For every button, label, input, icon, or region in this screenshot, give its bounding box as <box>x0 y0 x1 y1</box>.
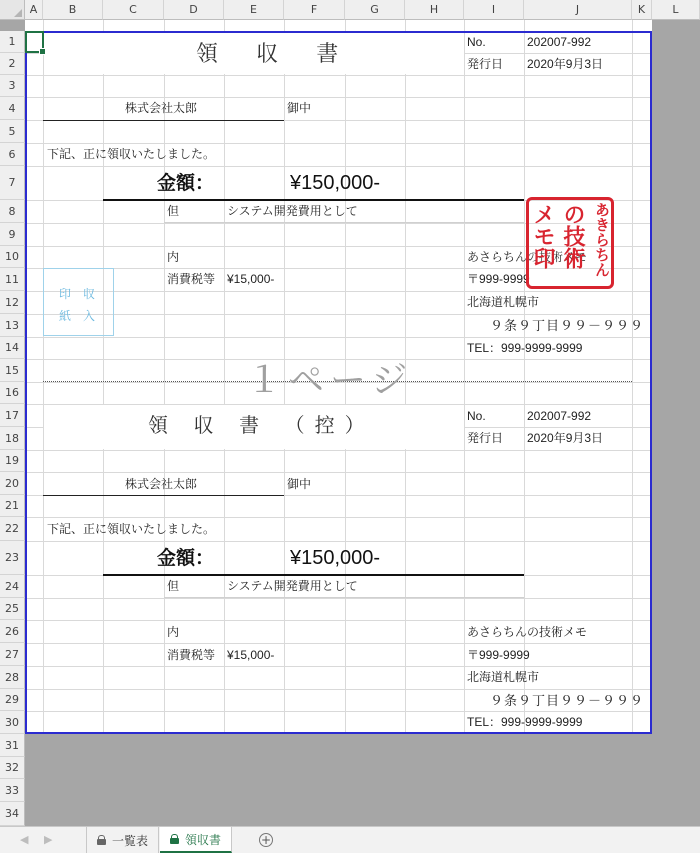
issuer-street: ９条９丁目９９－９９９ <box>490 318 645 333</box>
receipt-issue-label: 発行日 <box>467 57 504 71</box>
column-header-j[interactable]: J <box>524 0 632 20</box>
row-header-30[interactable]: 30 <box>0 711 25 734</box>
column-header-b[interactable]: B <box>43 0 103 20</box>
tax-value: ¥15,000- <box>227 272 275 286</box>
revenue-stamp-box <box>43 268 114 336</box>
copy-no-value: 202007-992 <box>527 409 592 423</box>
receipt-statement: 下記、正に領収いたしました。 <box>47 147 216 161</box>
row-header-23[interactable]: 23 <box>0 541 25 575</box>
row-header-14[interactable]: 14 <box>0 337 25 359</box>
copy-amount-value: ¥150,000- <box>290 547 381 569</box>
issuer-tel: TEL：999-9999-9999 <box>467 341 583 355</box>
row-header-13[interactable]: 13 <box>0 314 25 337</box>
row-header-8[interactable]: 8 <box>0 200 25 223</box>
active-cell-a1[interactable] <box>25 31 44 53</box>
column-header-d[interactable]: D <box>164 0 224 20</box>
column-header-a[interactable]: A <box>25 0 43 20</box>
sheet-tab-receipt[interactable] <box>160 827 232 853</box>
seal-col2: の技術 <box>560 203 585 269</box>
row-header-16[interactable]: 16 <box>0 382 25 404</box>
scroll-left-icon[interactable]: ◀ <box>20 833 29 846</box>
copy-tax-label: 消費税等 <box>167 648 216 662</box>
row-header-4[interactable]: 4 <box>0 97 25 120</box>
column-header-e[interactable]: E <box>224 0 284 20</box>
copy-tax-value: ¥15,000- <box>227 648 275 662</box>
honorific: 御中 <box>287 101 312 115</box>
column-header-h[interactable]: H <box>405 0 464 20</box>
column-header-f[interactable]: F <box>284 0 345 20</box>
column-header-k[interactable]: K <box>632 0 652 20</box>
column-header-i[interactable]: I <box>464 0 524 20</box>
row-header-5[interactable]: 5 <box>0 120 25 143</box>
row-header-1[interactable]: 1 <box>0 31 25 53</box>
copy-issuer-tel: TEL：999-9999-9999 <box>467 715 583 729</box>
select-all-corner[interactable] <box>0 0 25 20</box>
row-header-18[interactable]: 18 <box>0 427 25 450</box>
row-header-27[interactable]: 27 <box>0 643 25 666</box>
row-header-11[interactable]: 11 <box>0 268 25 291</box>
row-header-22[interactable]: 22 <box>0 517 25 541</box>
copy-issuer-zip: 〒999-9999 <box>467 648 530 662</box>
issuer-zip: 〒999-9999 <box>467 272 530 286</box>
copy-issue-date: 2020年9月3日 <box>527 431 604 445</box>
row-header-6[interactable]: 6 <box>0 143 25 166</box>
row-header-3[interactable]: 3 <box>0 75 25 97</box>
copy-tadashi-value: システム開発費用として <box>227 579 358 593</box>
copy-statement: 下記、正に領収いたしました。 <box>47 522 216 536</box>
column-header-g[interactable]: G <box>345 0 405 20</box>
receipt-no-value: 202007-992 <box>527 35 592 49</box>
column-header-l[interactable]: L <box>652 0 700 20</box>
amount-value: ¥150,000- <box>290 172 381 194</box>
tax-label: 消費税等 <box>167 272 216 286</box>
copy-issue-label: 発行日 <box>467 431 504 445</box>
copy-honorific: 御中 <box>287 477 312 491</box>
copy-amount-label: 金額： <box>157 548 215 569</box>
row-header-25[interactable]: 25 <box>0 598 25 620</box>
row-header-21[interactable]: 21 <box>0 495 25 517</box>
tadashi-value: システム開発費用として <box>227 204 358 218</box>
lock-icon <box>170 834 179 844</box>
tadashi-label: 但 <box>167 204 180 218</box>
sheet-tab-list-label: 一覧表 <box>112 833 149 848</box>
receipt-no-label: No. <box>467 35 486 49</box>
receipt-issue-date: 2020年9月3日 <box>527 57 604 71</box>
row-header-31[interactable]: 31 <box>0 734 25 757</box>
row-header-19[interactable]: 19 <box>0 450 25 472</box>
issuer-name: あさらちんの技術メモ <box>467 250 588 264</box>
row-header-10[interactable]: 10 <box>0 246 25 268</box>
row-header-34[interactable]: 34 <box>0 802 25 826</box>
lock-icon <box>97 835 106 845</box>
stamp-box-line1: 印 収 <box>59 287 96 301</box>
row-header-33[interactable]: 33 <box>0 779 25 802</box>
row-header-7[interactable]: 7 <box>0 166 25 200</box>
copy-issuer-street: ９条９丁目９９－９９９ <box>490 693 645 708</box>
row-header-32[interactable]: 32 <box>0 757 25 779</box>
scroll-right-icon[interactable]: ▶ <box>44 833 53 846</box>
copy-no-label: No. <box>467 409 486 423</box>
company-seal-stamp <box>526 197 614 289</box>
uchi-label: 内 <box>167 250 180 264</box>
row-header-28[interactable]: 28 <box>0 666 25 689</box>
row-header-29[interactable]: 29 <box>0 689 25 711</box>
sheet-tab-bar <box>0 826 700 853</box>
sheet-tab-receipt-label: 領収書 <box>185 832 222 847</box>
amount-label: 金額： <box>157 173 215 194</box>
copy-customer-name: 株式会社太郎 <box>125 477 198 491</box>
row-header-24[interactable]: 24 <box>0 575 25 598</box>
copy-tadashi-label: 但 <box>167 579 180 593</box>
receipt-title: 領 収 書 <box>196 41 355 66</box>
seal-col1: あきらちん <box>593 202 611 277</box>
row-header-26[interactable]: 26 <box>0 620 25 643</box>
row-header-17[interactable]: 17 <box>0 404 25 427</box>
add-sheet-icon[interactable]: + <box>260 833 272 847</box>
page-number-watermark: １ページ <box>246 360 414 401</box>
copy-uchi-label: 内 <box>167 625 180 639</box>
row-header-20[interactable]: 20 <box>0 472 25 495</box>
sheet-tab-list[interactable] <box>86 827 159 853</box>
seal-col3: メモ印 <box>530 203 555 269</box>
copy-title: 領 収 書 （控） <box>148 415 375 437</box>
stamp-box-line2: 紙 入 <box>59 309 96 323</box>
row-header-2[interactable]: 2 <box>0 53 25 75</box>
row-header-12[interactable]: 12 <box>0 291 25 314</box>
copy-issuer-city: 北海道札幌市 <box>467 670 540 684</box>
customer-name: 株式会社太郎 <box>125 101 198 115</box>
row-header-9[interactable]: 9 <box>0 223 25 246</box>
row-header-15[interactable]: 15 <box>0 359 25 382</box>
copy-issuer-name: あさらちんの技術メモ <box>467 625 588 639</box>
issuer-city: 北海道札幌市 <box>467 295 540 309</box>
column-header-c[interactable]: C <box>103 0 164 20</box>
